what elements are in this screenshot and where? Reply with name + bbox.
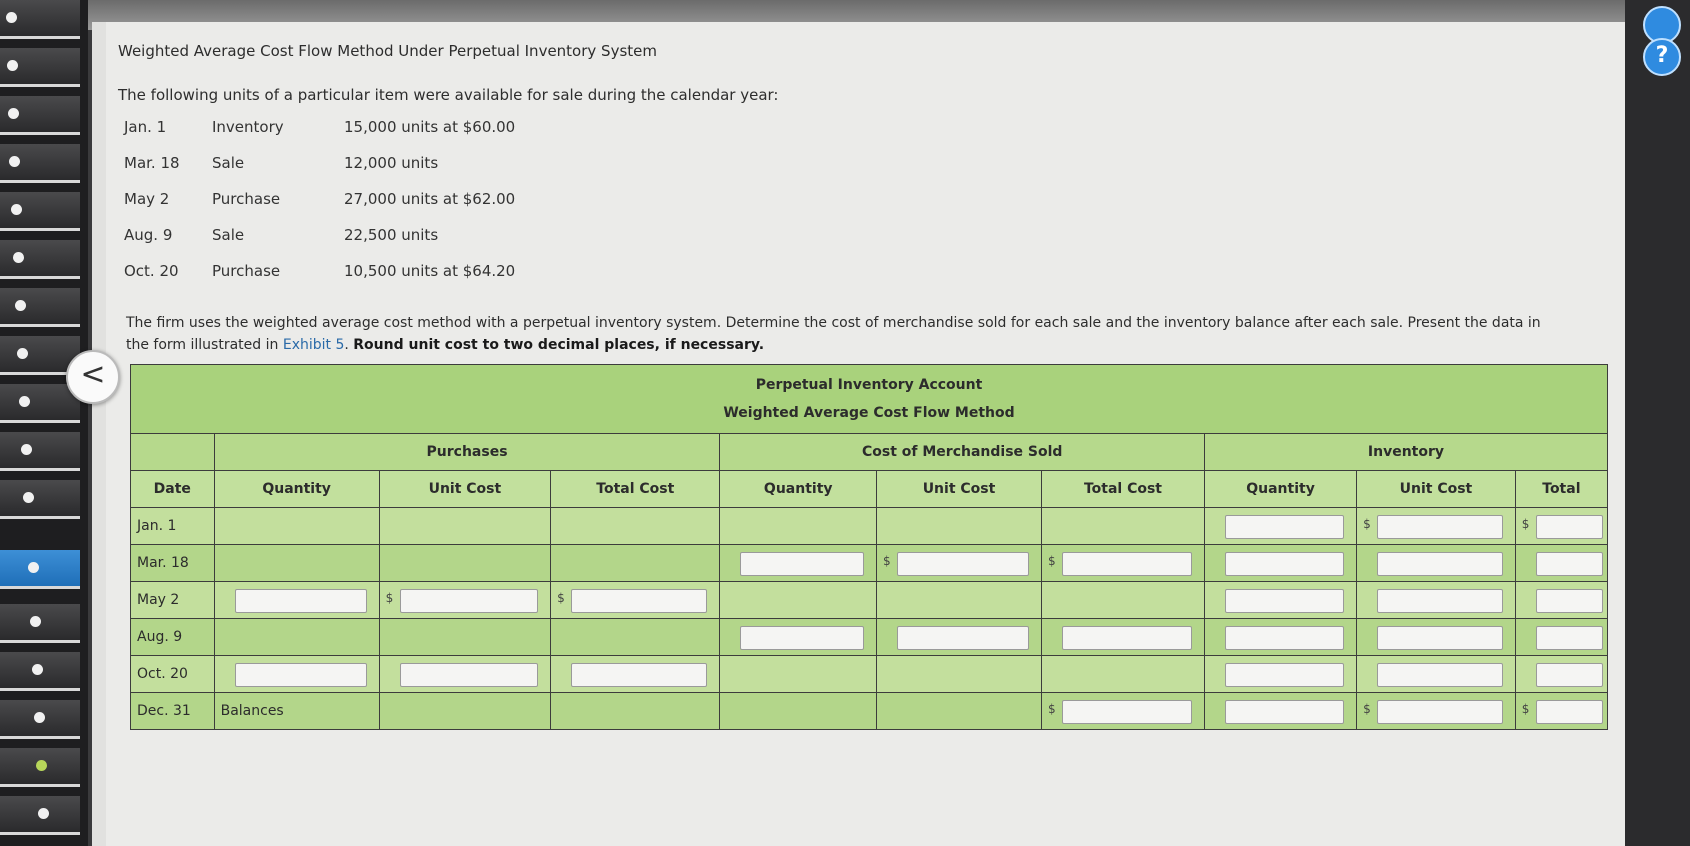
nav-item[interactable] bbox=[0, 480, 80, 519]
purchase-quantity-input[interactable] bbox=[235, 663, 367, 687]
nav-dot-icon bbox=[7, 60, 18, 71]
help-icon[interactable]: ? bbox=[1643, 38, 1681, 76]
nav-dot-icon bbox=[15, 300, 26, 311]
inventory-quantity-input[interactable] bbox=[1225, 700, 1344, 724]
nav-item[interactable] bbox=[0, 240, 80, 279]
cogs-unit-cost-input[interactable] bbox=[897, 552, 1029, 576]
perpetual-inventory-table bbox=[130, 364, 1608, 730]
nav-dot-icon bbox=[23, 492, 34, 503]
nav-item[interactable] bbox=[0, 288, 80, 327]
nav-dot-icon bbox=[32, 664, 43, 675]
inventory-total-input[interactable] bbox=[1536, 663, 1603, 687]
purchase-unit-cost-input[interactable] bbox=[400, 663, 538, 687]
row-date: Mar. 18 bbox=[131, 545, 215, 582]
table-heading-line2: Weighted Average Cost Flow Method bbox=[723, 405, 1015, 421]
transaction-detail: 22,500 units bbox=[344, 226, 439, 244]
rounding-note: Round unit cost to two decimal places, if necessary. bbox=[353, 337, 765, 353]
group-header-inventory: Inventory bbox=[1204, 434, 1607, 471]
transaction-type: Purchase bbox=[212, 262, 281, 280]
col-header-cogs-quantity: Quantity bbox=[720, 471, 876, 508]
nav-dot-icon bbox=[38, 808, 49, 819]
col-header-purchase-total-cost: Total Cost bbox=[551, 471, 720, 508]
dollar-sign: $ bbox=[882, 554, 891, 568]
row-date: Dec. 31 bbox=[131, 693, 215, 730]
instructions-text: The firm uses the weighted average cost method with a perpetual inventory system. Determine the cost of merchandise sold for each sale and the inventory balance after each sale. Present the data in the form illustrated in bbox=[126, 315, 1541, 353]
nav-dot-icon bbox=[34, 712, 45, 723]
cogs-quantity-input[interactable] bbox=[740, 552, 863, 576]
dollar-sign: $ bbox=[557, 591, 565, 605]
cogs-total-cost-input[interactable] bbox=[1062, 552, 1192, 576]
transaction-date: Jan. 1 bbox=[124, 118, 167, 136]
row-date: Jan. 1 bbox=[131, 508, 215, 545]
nav-item[interactable] bbox=[0, 96, 80, 135]
col-header-purchase-quantity: Quantity bbox=[214, 471, 379, 508]
nav-item[interactable] bbox=[0, 0, 80, 39]
table-row bbox=[131, 508, 1608, 545]
group-header-blank bbox=[131, 434, 215, 471]
nav-item[interactable] bbox=[0, 700, 80, 739]
cogs-quantity-input[interactable] bbox=[740, 626, 863, 650]
col-header-date: Date bbox=[131, 471, 215, 508]
inventory-unit-cost-input[interactable] bbox=[1377, 700, 1503, 724]
nav-dot-icon bbox=[36, 760, 47, 771]
inventory-unit-cost-input[interactable] bbox=[1377, 552, 1503, 576]
inventory-quantity-input[interactable] bbox=[1225, 515, 1344, 539]
nav-item[interactable] bbox=[0, 192, 80, 231]
purchase-total-cost-input[interactable] bbox=[571, 663, 707, 687]
table-row bbox=[131, 693, 1608, 730]
inventory-quantity-input[interactable] bbox=[1225, 663, 1344, 687]
nav-dot-icon bbox=[28, 562, 39, 573]
table-row bbox=[131, 545, 1608, 582]
dollar-sign: $ bbox=[1521, 517, 1530, 531]
nav-item[interactable] bbox=[0, 48, 80, 87]
inventory-total-input[interactable] bbox=[1536, 700, 1603, 724]
transaction-type: Inventory bbox=[212, 118, 284, 136]
row-date: Oct. 20 bbox=[131, 656, 215, 693]
inventory-total-input[interactable] bbox=[1536, 515, 1603, 539]
transaction-date: Oct. 20 bbox=[124, 262, 179, 280]
inventory-total-input[interactable] bbox=[1536, 626, 1603, 650]
nav-item[interactable] bbox=[0, 796, 80, 835]
exhibit-link[interactable]: Exhibit 5 bbox=[282, 337, 345, 353]
cogs-unit-cost-input[interactable] bbox=[897, 626, 1029, 650]
nav-item[interactable] bbox=[0, 384, 80, 423]
inventory-total-input[interactable] bbox=[1536, 589, 1603, 613]
transaction-date: Mar. 18 bbox=[124, 154, 180, 172]
nav-dot-icon bbox=[17, 348, 28, 359]
table-heading bbox=[131, 365, 1608, 434]
table-row bbox=[131, 582, 1608, 619]
transaction-type: Sale bbox=[212, 226, 245, 244]
nav-dot-icon bbox=[13, 252, 24, 263]
dollar-sign: $ bbox=[385, 591, 394, 605]
inventory-total-input[interactable] bbox=[1536, 552, 1603, 576]
transaction-detail: 12,000 units bbox=[344, 154, 439, 172]
problem-title: Weighted Average Cost Flow Method Under Perpetual Inventory System bbox=[118, 42, 657, 60]
nav-dot-icon bbox=[30, 616, 41, 627]
instructions bbox=[126, 312, 1566, 356]
dollar-sign: $ bbox=[1048, 554, 1056, 568]
group-header-cogs: Cost of Merchandise Sold bbox=[720, 434, 1204, 471]
back-button[interactable]: < bbox=[66, 350, 120, 404]
inventory-unit-cost-input[interactable] bbox=[1377, 663, 1503, 687]
col-header-inventory-quantity: Quantity bbox=[1204, 471, 1356, 508]
col-header-purchase-unit-cost: Unit Cost bbox=[379, 471, 550, 508]
transaction-type: Purchase bbox=[212, 190, 281, 208]
inventory-quantity-input[interactable] bbox=[1225, 626, 1344, 650]
nav-item[interactable] bbox=[0, 652, 80, 691]
transaction-detail: 15,000 units at $60.00 bbox=[344, 118, 516, 136]
table-heading-line1: Perpetual Inventory Account bbox=[755, 377, 983, 393]
row-date: May 2 bbox=[131, 582, 215, 619]
transaction-detail: 27,000 units at $62.00 bbox=[344, 190, 516, 208]
nav-item[interactable] bbox=[0, 604, 80, 643]
inventory-unit-cost-input[interactable] bbox=[1377, 626, 1503, 650]
nav-dot-icon bbox=[21, 444, 32, 455]
nav-dot-icon bbox=[19, 396, 30, 407]
nav-item-active[interactable] bbox=[0, 550, 80, 589]
transaction-date: Aug. 9 bbox=[124, 226, 173, 244]
col-header-cogs-total-cost: Total Cost bbox=[1042, 471, 1205, 508]
nav-item[interactable] bbox=[0, 144, 80, 183]
cogs-total-cost-input[interactable] bbox=[1062, 700, 1192, 724]
inventory-unit-cost-input[interactable] bbox=[1377, 515, 1503, 539]
transaction-type: Sale bbox=[212, 154, 245, 172]
nav-dot-icon bbox=[9, 156, 20, 167]
row-date: Aug. 9 bbox=[131, 619, 215, 656]
purchase-quantity-input[interactable] bbox=[235, 589, 367, 613]
dollar-sign: $ bbox=[1048, 702, 1056, 716]
nav-dot-icon bbox=[11, 204, 22, 215]
purchase-unit-cost-input[interactable] bbox=[400, 589, 538, 613]
problem-intro: The following units of a particular item were available for sale during the calendar year: bbox=[118, 86, 779, 104]
dollar-sign: $ bbox=[1521, 702, 1530, 716]
inventory-unit-cost-input[interactable] bbox=[1377, 589, 1503, 613]
inventory-quantity-input[interactable] bbox=[1225, 589, 1344, 613]
col-header-inventory-unit-cost: Unit Cost bbox=[1357, 471, 1516, 508]
purchase-total-cost-input[interactable] bbox=[571, 589, 707, 613]
col-header-inventory-total: Total bbox=[1515, 471, 1607, 508]
dollar-sign: $ bbox=[1363, 702, 1371, 716]
cogs-total-cost-input[interactable] bbox=[1062, 626, 1192, 650]
transaction-detail: 10,500 units at $64.20 bbox=[344, 262, 516, 280]
dollar-sign: $ bbox=[1363, 517, 1371, 531]
nav-item[interactable] bbox=[0, 432, 80, 471]
transaction-date: May 2 bbox=[124, 190, 170, 208]
group-header-purchases: Purchases bbox=[214, 434, 720, 471]
right-toolbar bbox=[1625, 0, 1690, 846]
nav-item[interactable] bbox=[0, 748, 80, 787]
instructions-text-after: . bbox=[344, 337, 354, 353]
nav-dot-icon bbox=[6, 12, 17, 23]
inventory-quantity-input[interactable] bbox=[1225, 552, 1344, 576]
col-header-cogs-unit-cost: Unit Cost bbox=[876, 471, 1041, 508]
row-label: Balances bbox=[214, 693, 379, 730]
table-row bbox=[131, 656, 1608, 693]
table-row bbox=[131, 619, 1608, 656]
nav-dot-icon bbox=[8, 108, 19, 119]
